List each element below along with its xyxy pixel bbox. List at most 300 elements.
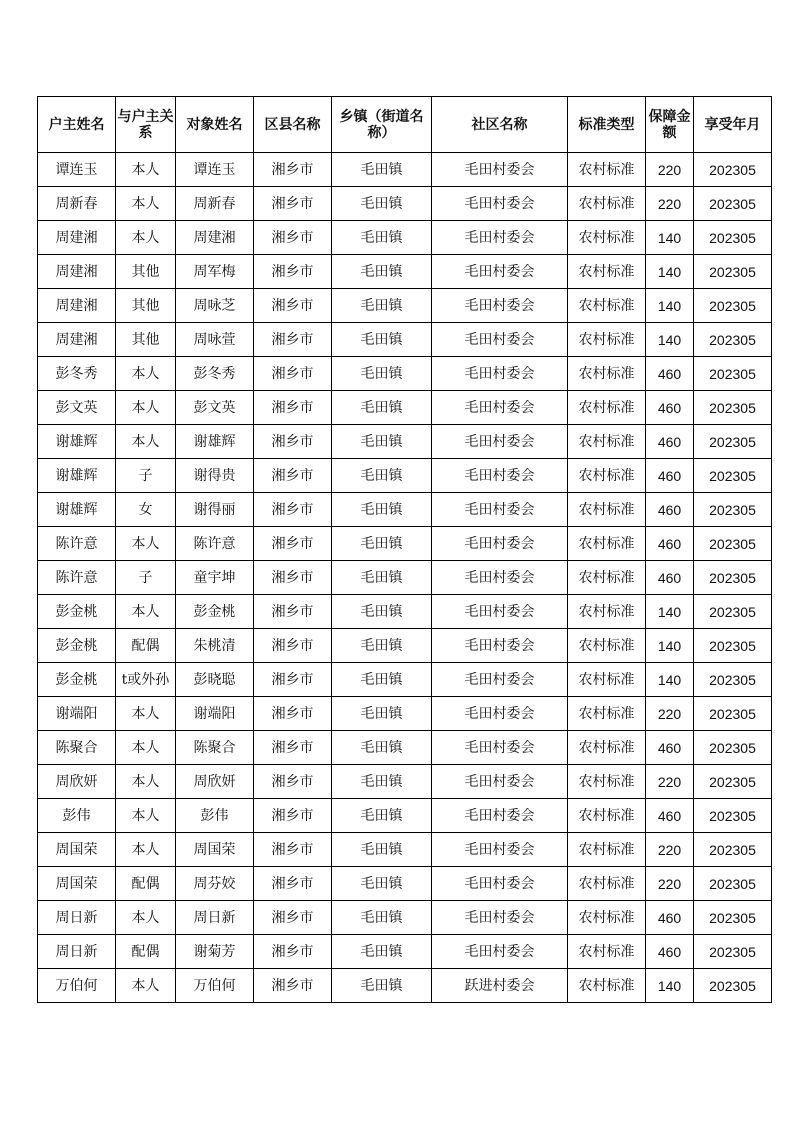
cell-month: [694, 935, 772, 969]
cell-standard-type: [568, 425, 646, 459]
cell-recipient-text: 谢得丽: [193, 501, 236, 518]
cell-month: [694, 833, 772, 867]
cell-county: [254, 527, 332, 561]
cell-householder-text: 周国荣: [55, 841, 98, 858]
cell-relation-text: 其他: [131, 297, 160, 314]
cell-month-text: 202305: [709, 365, 756, 382]
cell-amount: [646, 867, 694, 901]
cell-county-text: 湘乡市: [271, 943, 314, 960]
cell-county-text: 湘乡市: [271, 705, 314, 722]
cell-county: [254, 867, 332, 901]
cell-month: [694, 969, 772, 1003]
cell-householder-text: 陈聚合: [55, 739, 98, 756]
table-row: [38, 935, 772, 969]
cell-county: [254, 391, 332, 425]
cell-month-text: 202305: [709, 161, 756, 178]
cell-community: [432, 323, 568, 357]
cell-relation-text: t或外孙: [121, 671, 170, 688]
cell-householder-text: 周欣妍: [55, 773, 98, 790]
cell-township-text: 毛田镇: [360, 977, 403, 994]
cell-relation: [116, 629, 176, 663]
cell-recipient: [176, 391, 254, 425]
cell-relation-text: 配偶: [131, 875, 160, 892]
cell-relation: [116, 697, 176, 731]
cell-standard-type: [568, 867, 646, 901]
cell-householder-text: 周日新: [55, 909, 98, 926]
cell-township-text: 毛田镇: [360, 807, 403, 824]
cell-householder-text: 彭文英: [55, 399, 98, 416]
cell-county-text: 湘乡市: [271, 501, 314, 518]
cell-county-text: 湘乡市: [271, 773, 314, 790]
cell-householder-text: 谭连玉: [55, 161, 98, 178]
cell-relation-text: 本人: [131, 161, 160, 178]
cell-township: [332, 425, 432, 459]
cell-standard-type-text: 农村标准: [578, 297, 635, 314]
table-row: [38, 289, 772, 323]
cell-standard-type-text: 农村标准: [578, 535, 635, 552]
cell-community: [432, 901, 568, 935]
cell-township: [332, 221, 432, 255]
cell-standard-type: [568, 221, 646, 255]
cell-amount-text: 220: [657, 705, 682, 722]
cell-householder: [38, 595, 116, 629]
cell-standard-type-text: 农村标准: [578, 501, 635, 518]
cell-householder-text: 陈许意: [55, 535, 98, 552]
cell-recipient-text: 彭伟: [200, 807, 229, 824]
cell-recipient: [176, 901, 254, 935]
cell-county-text: 湘乡市: [271, 433, 314, 450]
cell-county-text: 湘乡市: [271, 161, 314, 178]
cell-community-text: 毛田村委会: [464, 229, 535, 246]
cell-relation: [116, 969, 176, 1003]
cell-recipient-text: 谭连玉: [193, 161, 236, 178]
cell-relation-text: 本人: [131, 535, 160, 552]
cell-township-text: 毛田镇: [360, 773, 403, 790]
cell-township-text: 毛田镇: [360, 195, 403, 212]
cell-recipient-text: 谢菊芳: [193, 943, 236, 960]
cell-relation: [116, 187, 176, 221]
cell-recipient: [176, 221, 254, 255]
cell-amount: [646, 561, 694, 595]
table-row: [38, 153, 772, 187]
document-sheet: [37, 96, 772, 1003]
cell-township: [332, 527, 432, 561]
cell-community-text: 毛田村委会: [464, 535, 535, 552]
cell-township-text: 毛田镇: [360, 161, 403, 178]
cell-county-text: 湘乡市: [271, 467, 314, 484]
cell-amount: [646, 935, 694, 969]
col-header-township: 乡镇（街道名称）: [332, 97, 432, 153]
cell-standard-type-text: 农村标准: [578, 909, 635, 926]
cell-township: [332, 493, 432, 527]
cell-householder: [38, 255, 116, 289]
cell-recipient-text: 周新春: [193, 195, 236, 212]
cell-community: [432, 391, 568, 425]
cell-township: [332, 799, 432, 833]
cell-recipient: [176, 153, 254, 187]
cell-month-text: 202305: [709, 535, 756, 552]
cell-month-text: 202305: [709, 841, 756, 858]
cell-standard-type: [568, 595, 646, 629]
cell-township: [332, 153, 432, 187]
cell-county-text: 湘乡市: [271, 875, 314, 892]
cell-relation: [116, 799, 176, 833]
cell-householder: [38, 493, 116, 527]
cell-relation-text: 本人: [131, 705, 160, 722]
cell-standard-type: [568, 697, 646, 731]
cell-month: [694, 731, 772, 765]
cell-community: [432, 833, 568, 867]
cell-month-text: 202305: [709, 569, 756, 586]
cell-standard-type: [568, 323, 646, 357]
cell-recipient: [176, 187, 254, 221]
cell-month: [694, 255, 772, 289]
cell-amount-text: 220: [657, 195, 682, 212]
cell-recipient: [176, 323, 254, 357]
cell-householder-text: 彭金桃: [55, 637, 98, 654]
cell-month: [694, 391, 772, 425]
cell-householder: [38, 833, 116, 867]
cell-county: [254, 731, 332, 765]
cell-amount: [646, 391, 694, 425]
assistance-table: [37, 96, 772, 1003]
cell-amount-text: 140: [657, 263, 682, 280]
cell-amount: [646, 255, 694, 289]
cell-township-text: 毛田镇: [360, 399, 403, 416]
cell-county: [254, 255, 332, 289]
cell-standard-type-text: 农村标准: [578, 229, 635, 246]
cell-recipient-text: 万伯何: [193, 977, 236, 994]
cell-amount-text: 220: [657, 773, 682, 790]
cell-amount-text: 140: [657, 671, 682, 688]
cell-township-text: 毛田镇: [360, 535, 403, 552]
cell-township-text: 毛田镇: [360, 739, 403, 756]
cell-recipient: [176, 969, 254, 1003]
cell-householder-text: 周日新: [55, 943, 98, 960]
cell-householder-text: 彭冬秀: [55, 365, 98, 382]
cell-standard-type: [568, 969, 646, 1003]
cell-householder: [38, 697, 116, 731]
cell-month: [694, 187, 772, 221]
table-row: [38, 221, 772, 255]
cell-amount: [646, 969, 694, 1003]
cell-community-text: 跃进村委会: [464, 977, 535, 994]
col-header-householder: 户主姓名: [38, 97, 116, 153]
cell-community-text: 毛田村委会: [464, 671, 535, 688]
cell-amount-text: 140: [657, 637, 682, 654]
cell-community: [432, 765, 568, 799]
cell-month: [694, 663, 772, 697]
cell-community-text: 毛田村委会: [464, 637, 535, 654]
cell-township-text: 毛田镇: [360, 433, 403, 450]
cell-relation: [116, 595, 176, 629]
header-row: [38, 97, 772, 153]
cell-householder: [38, 459, 116, 493]
cell-month-text: 202305: [709, 739, 756, 756]
cell-recipient-text: 周芬姣: [193, 875, 236, 892]
cell-county-text: 湘乡市: [271, 841, 314, 858]
cell-standard-type: [568, 527, 646, 561]
cell-community: [432, 221, 568, 255]
cell-community-text: 毛田村委会: [464, 909, 535, 926]
cell-amount-text: 140: [657, 229, 682, 246]
cell-recipient-text: 朱桃清: [193, 637, 236, 654]
cell-county-text: 湘乡市: [271, 569, 314, 586]
cell-amount-text: 140: [657, 603, 682, 620]
cell-recipient-text: 童宇坤: [193, 569, 236, 586]
cell-householder-text: 彭金桃: [55, 603, 98, 620]
cell-township: [332, 391, 432, 425]
cell-standard-type-text: 农村标准: [578, 841, 635, 858]
cell-recipient: [176, 289, 254, 323]
cell-standard-type: [568, 255, 646, 289]
cell-community-text: 毛田村委会: [464, 739, 535, 756]
cell-township: [332, 867, 432, 901]
cell-recipient: [176, 425, 254, 459]
cell-standard-type-text: 农村标准: [578, 705, 635, 722]
cell-amount: [646, 425, 694, 459]
cell-month: [694, 425, 772, 459]
cell-relation: [116, 425, 176, 459]
cell-standard-type-text: 农村标准: [578, 807, 635, 824]
cell-month-text: 202305: [709, 467, 756, 484]
cell-township-text: 毛田镇: [360, 705, 403, 722]
cell-month-text: 202305: [709, 195, 756, 212]
cell-county: [254, 765, 332, 799]
cell-county: [254, 697, 332, 731]
cell-community-text: 毛田村委会: [464, 331, 535, 348]
cell-amount: [646, 629, 694, 663]
cell-county: [254, 221, 332, 255]
cell-community: [432, 595, 568, 629]
cell-month: [694, 527, 772, 561]
cell-standard-type-text: 农村标准: [578, 637, 635, 654]
cell-recipient-text: 谢雄辉: [193, 433, 236, 450]
cell-amount: [646, 595, 694, 629]
cell-community: [432, 187, 568, 221]
cell-standard-type: [568, 663, 646, 697]
table-row: [38, 255, 772, 289]
cell-householder: [38, 561, 116, 595]
cell-community: [432, 867, 568, 901]
cell-standard-type: [568, 731, 646, 765]
cell-householder-text: 周建湘: [55, 297, 98, 314]
cell-relation-text: 配偶: [131, 637, 160, 654]
table-row: [38, 595, 772, 629]
cell-recipient: [176, 731, 254, 765]
cell-community-text: 毛田村委会: [464, 297, 535, 314]
table-row: [38, 731, 772, 765]
cell-standard-type-text: 农村标准: [578, 331, 635, 348]
cell-county-text: 湘乡市: [271, 399, 314, 416]
cell-householder-text: 谢雄辉: [55, 433, 98, 450]
cell-recipient: [176, 459, 254, 493]
cell-township: [332, 595, 432, 629]
cell-relation: [116, 833, 176, 867]
cell-township-text: 毛田镇: [360, 365, 403, 382]
cell-month: [694, 289, 772, 323]
cell-month: [694, 765, 772, 799]
cell-amount: [646, 731, 694, 765]
cell-month: [694, 629, 772, 663]
cell-standard-type: [568, 901, 646, 935]
cell-recipient: [176, 493, 254, 527]
cell-community: [432, 561, 568, 595]
table-row: [38, 969, 772, 1003]
cell-township-text: 毛田镇: [360, 943, 403, 960]
cell-recipient-text: 彭文英: [193, 399, 236, 416]
cell-township: [332, 765, 432, 799]
cell-relation: [116, 221, 176, 255]
cell-month: [694, 323, 772, 357]
cell-recipient: [176, 935, 254, 969]
cell-householder: [38, 731, 116, 765]
cell-township-text: 毛田镇: [360, 263, 403, 280]
cell-householder-text: 周建湘: [55, 263, 98, 280]
cell-township-text: 毛田镇: [360, 501, 403, 518]
cell-householder-text: 彭伟: [62, 807, 91, 824]
cell-township: [332, 357, 432, 391]
cell-community-text: 毛田村委会: [464, 433, 535, 450]
cell-householder-text: 谢端阳: [55, 705, 98, 722]
cell-community-text: 毛田村委会: [464, 195, 535, 212]
cell-standard-type: [568, 799, 646, 833]
cell-standard-type-text: 农村标准: [578, 399, 635, 416]
cell-month: [694, 561, 772, 595]
table-row: [38, 629, 772, 663]
cell-relation-text: 本人: [131, 195, 160, 212]
table-row: [38, 867, 772, 901]
cell-householder: [38, 153, 116, 187]
cell-township: [332, 255, 432, 289]
cell-month-text: 202305: [709, 399, 756, 416]
cell-amount: [646, 493, 694, 527]
table-row: [38, 663, 772, 697]
cell-township: [332, 731, 432, 765]
cell-community: [432, 425, 568, 459]
cell-standard-type: [568, 935, 646, 969]
cell-county-text: 湘乡市: [271, 229, 314, 246]
cell-relation-text: 子: [138, 467, 153, 484]
cell-standard-type-text: 农村标准: [578, 773, 635, 790]
cell-month-text: 202305: [709, 909, 756, 926]
table-row: [38, 833, 772, 867]
cell-county: [254, 901, 332, 935]
table-row: [38, 697, 772, 731]
cell-householder-text: 谢雄辉: [55, 467, 98, 484]
cell-relation-text: 本人: [131, 773, 160, 790]
cell-householder-text: 周建湘: [55, 331, 98, 348]
cell-householder: [38, 527, 116, 561]
cell-community: [432, 493, 568, 527]
cell-recipient-text: 彭金桃: [193, 603, 236, 620]
cell-month-text: 202305: [709, 773, 756, 790]
cell-township: [332, 289, 432, 323]
table-row: [38, 187, 772, 221]
cell-month: [694, 153, 772, 187]
cell-county-text: 湘乡市: [271, 365, 314, 382]
cell-recipient-text: 彭冬秀: [193, 365, 236, 382]
cell-relation-text: 本人: [131, 433, 160, 450]
cell-relation-text: 其他: [131, 263, 160, 280]
cell-standard-type: [568, 391, 646, 425]
cell-community-text: 毛田村委会: [464, 501, 535, 518]
cell-recipient: [176, 357, 254, 391]
cell-community-text: 毛田村委会: [464, 875, 535, 892]
cell-township: [332, 561, 432, 595]
cell-amount: [646, 765, 694, 799]
col-header-recipient: 对象姓名: [176, 97, 254, 153]
cell-standard-type: [568, 289, 646, 323]
cell-township-text: 毛田镇: [360, 569, 403, 586]
cell-recipient: [176, 867, 254, 901]
cell-amount: [646, 697, 694, 731]
cell-county-text: 湘乡市: [271, 671, 314, 688]
cell-standard-type-text: 农村标准: [578, 365, 635, 382]
cell-community-text: 毛田村委会: [464, 399, 535, 416]
cell-county: [254, 935, 332, 969]
cell-amount: [646, 153, 694, 187]
cell-amount-text: 140: [657, 977, 682, 994]
cell-standard-type-text: 农村标准: [578, 739, 635, 756]
cell-amount: [646, 663, 694, 697]
col-header-community: 社区名称: [432, 97, 568, 153]
cell-amount-text: 220: [657, 875, 682, 892]
cell-relation: [116, 357, 176, 391]
cell-amount: [646, 901, 694, 935]
cell-township: [332, 935, 432, 969]
cell-standard-type: [568, 629, 646, 663]
cell-relation-text: 本人: [131, 365, 160, 382]
cell-recipient: [176, 833, 254, 867]
cell-householder: [38, 425, 116, 459]
cell-amount: [646, 221, 694, 255]
cell-community-text: 毛田村委会: [464, 365, 535, 382]
cell-relation-text: 本人: [131, 977, 160, 994]
col-header-standard-type: 标准类型: [568, 97, 646, 153]
cell-community-text: 毛田村委会: [464, 943, 535, 960]
cell-community-text: 毛田村委会: [464, 569, 535, 586]
cell-county: [254, 289, 332, 323]
cell-township-text: 毛田镇: [360, 637, 403, 654]
cell-county: [254, 493, 332, 527]
cell-amount: [646, 357, 694, 391]
cell-householder: [38, 867, 116, 901]
cell-community-text: 毛田村委会: [464, 263, 535, 280]
cell-standard-type-text: 农村标准: [578, 467, 635, 484]
cell-relation: [116, 901, 176, 935]
cell-amount-text: 220: [657, 841, 682, 858]
cell-township-text: 毛田镇: [360, 671, 403, 688]
col-header-amount: 保障金额: [646, 97, 694, 153]
cell-recipient-text: 陈聚合: [193, 739, 236, 756]
cell-householder-text: 周新春: [55, 195, 98, 212]
cell-month: [694, 493, 772, 527]
cell-township-text: 毛田镇: [360, 875, 403, 892]
cell-relation: [116, 255, 176, 289]
cell-standard-type-text: 农村标准: [578, 195, 635, 212]
cell-county: [254, 969, 332, 1003]
cell-relation: [116, 765, 176, 799]
cell-month-text: 202305: [709, 943, 756, 960]
cell-amount-text: 460: [657, 807, 682, 824]
cell-householder-text: 周建湘: [55, 229, 98, 246]
cell-recipient: [176, 765, 254, 799]
cell-recipient-text: 周军梅: [193, 263, 236, 280]
cell-county-text: 湘乡市: [271, 807, 314, 824]
cell-householder: [38, 629, 116, 663]
cell-standard-type-text: 农村标准: [578, 603, 635, 620]
